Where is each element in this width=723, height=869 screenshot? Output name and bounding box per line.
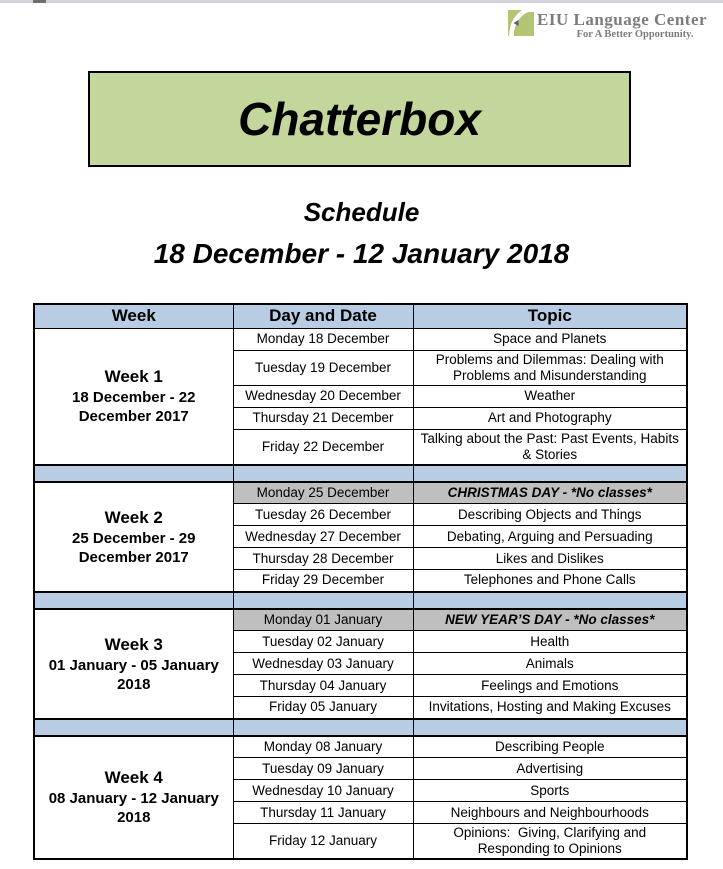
schedule-row (34, 328, 687, 350)
week-label: Week 3 (104, 634, 163, 654)
topic-cell: Art and Photography (413, 407, 687, 429)
week-range-line: 08 January - 12 January (48, 790, 219, 808)
day-cell: Thursday 21 December (233, 407, 413, 429)
topic-cell: Invitations, Hosting and Making Excuses (413, 697, 687, 719)
title-banner (88, 71, 631, 167)
section-spacer-row (34, 592, 687, 609)
spacer-cell (233, 465, 413, 482)
spacer-cell (233, 592, 413, 609)
day-cell: Thursday 04 January (233, 675, 413, 697)
schedule-row (34, 482, 687, 504)
week-block (34, 736, 687, 860)
col-header-day-date: Day and Date (233, 304, 413, 328)
topic-cell: Opinions: Giving, Clarifying and Responding to Opinions (413, 824, 687, 860)
day-cell: Tuesday 19 December (233, 350, 413, 385)
table-header-row (34, 304, 687, 328)
topic-cell: NEW YEAR’S DAY - *No classes* (413, 609, 687, 631)
top-scrollbar-thumb[interactable] (33, 0, 46, 3)
topic-cell: Talking about the Past: Past Events, Habits & Stories (413, 429, 687, 465)
day-cell: Thursday 11 January (233, 802, 413, 824)
day-cell: Monday 25 December (233, 482, 413, 504)
day-cell: Wednesday 03 January (233, 653, 413, 675)
day-cell: Tuesday 02 January (233, 631, 413, 653)
week-range-line: 25 December - 29 (72, 529, 196, 547)
week-block (34, 328, 687, 465)
eiu-logo (508, 10, 707, 41)
topic-cell: Animals (413, 653, 687, 675)
day-cell: Wednesday 27 December (233, 526, 413, 548)
logo-text (537, 10, 707, 41)
topic-cell: Describing People (413, 736, 687, 758)
day-cell: Tuesday 09 January (233, 758, 413, 780)
topic-cell: Health (413, 631, 687, 653)
week-range-line: December 2017 (78, 408, 189, 425)
day-cell: Friday 22 December (233, 429, 413, 465)
topic-cell: Weather (413, 385, 687, 407)
topic-cell: Neighbours and Neighbourhoods (413, 802, 687, 824)
day-cell: Wednesday 10 January (233, 780, 413, 802)
topic-cell: Likes and Dislikes (413, 548, 687, 570)
week-cell (34, 482, 233, 592)
topic-cell: Telephones and Phone Calls (413, 570, 687, 592)
day-cell: Thursday 28 December (233, 548, 413, 570)
week-range-line: December 2017 (78, 548, 189, 566)
schedule-row (34, 609, 687, 631)
col-header-week: Week (34, 304, 233, 328)
schedule-heading: Schedule (303, 197, 420, 227)
topic-cell: Describing Objects and Things (413, 504, 687, 526)
day-cell: Friday 12 January (233, 824, 413, 860)
topic-cell: Debating, Arguing and Persuading (413, 526, 687, 548)
banner-title: Chatterbox (238, 93, 481, 145)
day-cell: Monday 01 January (233, 609, 413, 631)
day-cell: Friday 05 January (233, 697, 413, 719)
topic-cell: Feelings and Emotions (413, 675, 687, 697)
top-scrollbar-track[interactable] (0, 0, 723, 3)
spacer-cell (413, 719, 687, 736)
week-cell (34, 328, 233, 465)
week-cell (34, 609, 233, 719)
day-cell: Tuesday 26 December (233, 504, 413, 526)
schedule-row (34, 736, 687, 758)
col-header-topic: Topic (413, 304, 687, 328)
topic-cell: Sports (413, 780, 687, 802)
day-cell: Friday 29 December (233, 570, 413, 592)
day-cell: Wednesday 20 December (233, 385, 413, 407)
section-spacer-row (34, 719, 687, 736)
spacer-cell (34, 592, 233, 609)
week-block (34, 609, 687, 719)
spacer-cell (34, 719, 233, 736)
topic-cell: Space and Planets (413, 328, 687, 350)
schedule-table (33, 303, 688, 860)
week-cell (34, 736, 233, 860)
topic-cell: CHRISTMAS DAY - *No classes* (413, 482, 687, 504)
spacer-cell (413, 592, 687, 609)
spacer-cell (233, 719, 413, 736)
week-label: Week 1 (104, 367, 163, 386)
spacer-cell (413, 465, 687, 482)
week-label: Week 2 (104, 507, 163, 527)
arch-bridge-icon (508, 10, 534, 36)
topic-cell: Problems and Dilemmas: Dealing with Problems and Misunderstanding (413, 350, 687, 385)
week-range-line: 01 January - 05 January (48, 656, 219, 674)
week-range-line: 18 December - 22 (72, 389, 196, 406)
week-range-line: 2018 (117, 675, 151, 693)
week-label: Week 4 (104, 768, 163, 788)
logo-tagline: For A Better Opportunity. (576, 29, 694, 40)
spacer-cell (34, 465, 233, 482)
topic-cell: Advertising (413, 758, 687, 780)
week-range-line: 2018 (117, 809, 151, 827)
date-range-heading: 18 December - 12 January 2018 (153, 238, 570, 269)
section-spacer-row (34, 465, 687, 482)
logo-title: EIU Language Center (537, 10, 708, 29)
day-cell: Monday 08 January (233, 736, 413, 758)
week-block (34, 482, 687, 592)
day-cell: Monday 18 December (233, 328, 413, 350)
